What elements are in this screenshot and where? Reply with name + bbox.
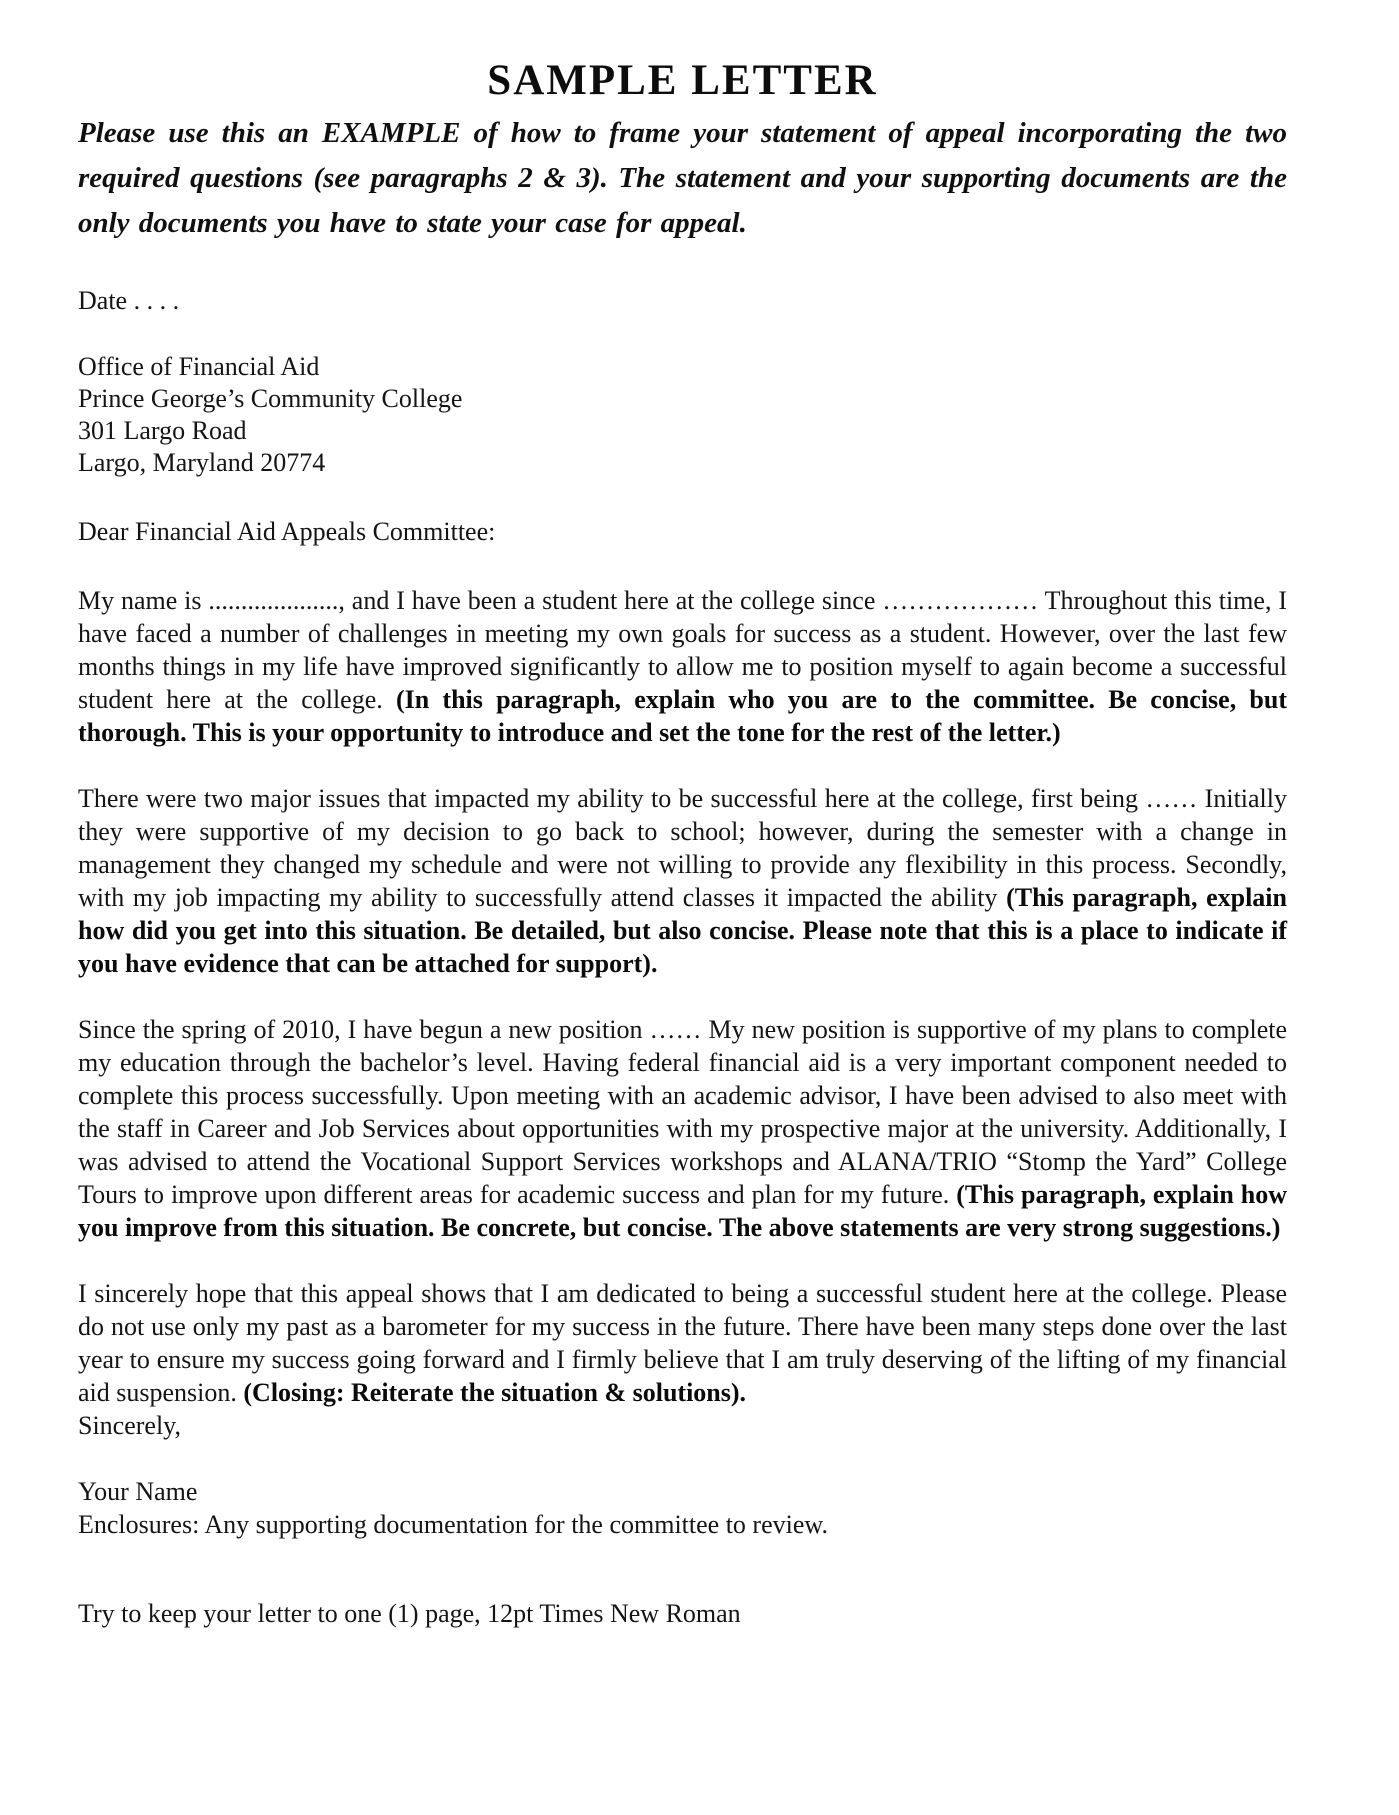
intro-note: Please use this an EXAMPLE of how to frame your statement of appeal incorporating the two required questions (see paragraphs 2 & 3). The statement and your supporting documents are the only documents you have to state your case for appeal.	[78, 117, 1287, 240]
paragraph-improvement	[78, 1013, 1287, 1244]
paragraph-introduction	[78, 584, 1287, 749]
page-title: SAMPLE LETTER	[487, 57, 878, 104]
address-college-line: Prince George’s Community College	[78, 384, 463, 414]
closing-block	[78, 1277, 1287, 1442]
paragraph-body-text: I sincerely hope that this appeal shows that I am dedicated to being a successful student here at the college. Please do not use only my past as a barometer for my success in the future. There have been many steps done over the last year to ensure my success going forward and I firmly believe that I am truly deserving of the lifting of my financial aid suspension.	[78, 1279, 1287, 1408]
date-line: Date . . . .	[78, 286, 180, 316]
address-street-line: 301 Largo Road	[78, 416, 247, 446]
paragraph-closing	[78, 1277, 1287, 1409]
address-office-line: Office of Financial Aid	[78, 352, 320, 382]
paragraph-situation	[78, 782, 1287, 980]
enclosures-line: Enclosures: Any supporting documentation for the committee to review.	[78, 1510, 828, 1540]
address-city-line: Largo, Maryland 20774	[78, 448, 326, 478]
paragraph-body-text: There were two major issues that impacted my ability to be successful here at the college, first being …… Initially they were supportive of my decision to go back to school; however, during the semester with a change in management they changed my schedule and were not willing to provide any flexibility in this process. Secondly, with my job impacting my ability to successfully attend classes it impacted the ability	[78, 784, 1287, 913]
paragraph-body-text: Since the spring of 2010, I have begun a new position …… My new position is supportive of my plans to complete my education through the bachelor’s level. Having federal financial aid is a very important component needed to complete this process successfully. Upon meeting with an academic advisor, I have been advised to also meet with the staff in Career and Job Services about opportunities with my prospective major at the university. Additionally, I was advised to attend the Vocational Support Services workshops and ALANA/TRIO “Stomp the Yard” College Tours to improve upon different areas for academic success and plan for my future.	[78, 1015, 1287, 1210]
salutation-line: Dear Financial Aid Appeals Committee:	[78, 517, 496, 547]
paragraph-instruction-text: (In this paragraph, explain who you are to the committee. Be concise, but thorough. This is your opportunity to introduce and set the tone for the rest of the letter.)	[78, 685, 1287, 748]
formatting-note: Try to keep your letter to one (1) page, 12pt Times New Roman	[78, 1599, 741, 1629]
recipient-address-block	[78, 351, 1287, 479]
paragraph-body-text: My name is ...................., and I have been a student here at the college since ……………… Throughout this time, I have faced a number of challenges in meeting my own goals for success as a student. However, over the last few months things in my life have improved significantly to allow me to position myself to again become a successful student here at the college.	[78, 586, 1287, 715]
paragraph-instruction-text: (This paragraph, explain how did you get into this situation. Be detailed, but also concise. Please note that this is a place to indicate if you have evidence that can be attached for support).	[78, 883, 1287, 979]
paragraph-instruction-text: (Closing: Reiterate the situation & solutions).	[243, 1378, 747, 1408]
paragraph-instruction-text: (This paragraph, explain how you improve from this situation. Be concrete, but concise. The above statements are very strong suggestions.)	[78, 1180, 1287, 1243]
signature-block	[78, 1475, 1287, 1541]
signature-name-line: Your Name	[78, 1477, 198, 1507]
signoff-line: Sincerely,	[78, 1411, 181, 1441]
